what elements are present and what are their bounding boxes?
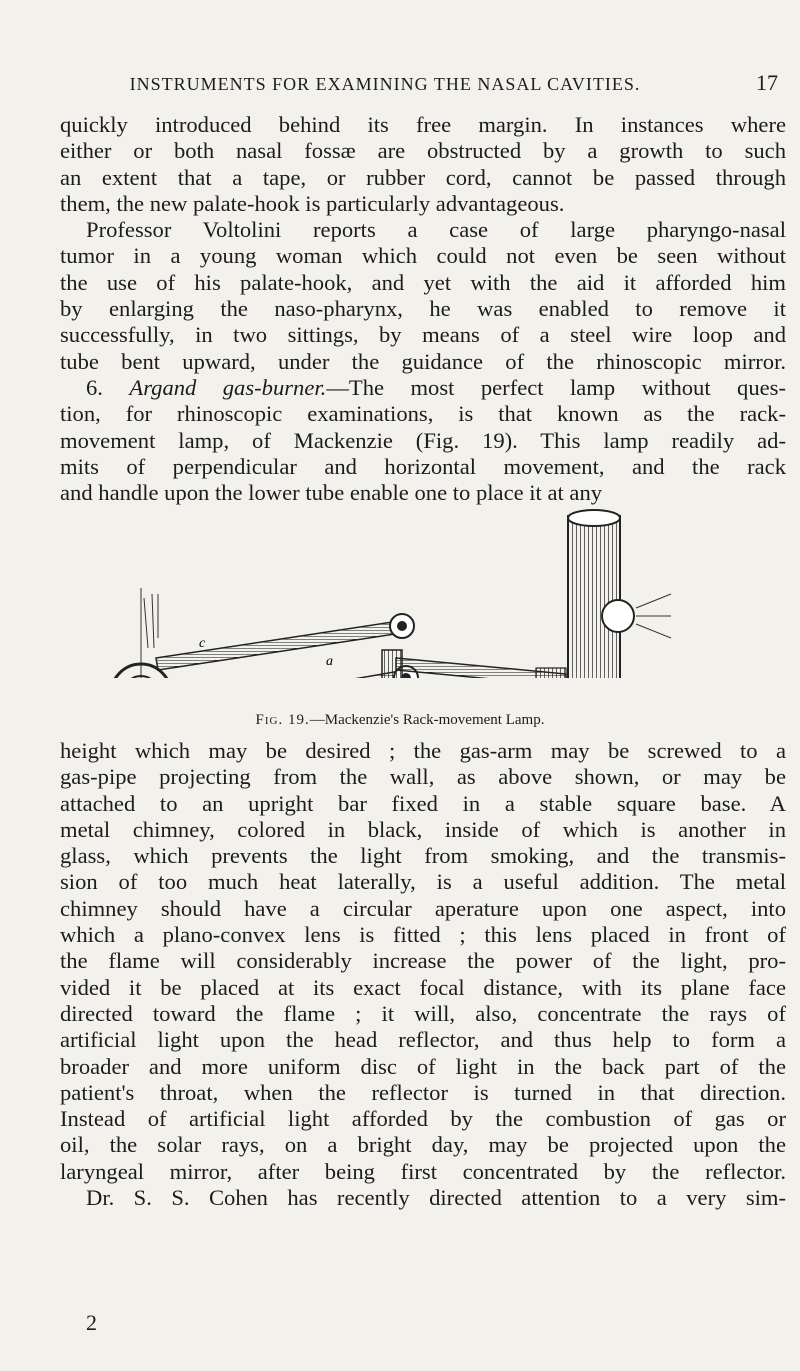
text-line: them, the new palate-hook is particularly advantageous. <box>60 190 565 216</box>
text-line: directed toward the flame ; it will, also, concentrate the rays of <box>60 1000 786 1026</box>
body-text-bottom <box>60 738 786 1211</box>
text-line: the use of his palate-hook, and yet with the aid it afforded him <box>60 269 786 295</box>
text-line: which a plano-convex lens is fitted ; this lens placed in front of <box>60 922 786 948</box>
text-line: sion of too much heat laterally, is a useful addition. The metal <box>60 869 786 895</box>
label-a: a <box>326 654 333 669</box>
chimney <box>568 510 671 678</box>
text-line: Professor Voltolini reports a case of large pharyngo-nasal <box>86 217 786 243</box>
lamp-illustration <box>96 498 696 678</box>
figure-number: Fig. 19. <box>255 712 310 728</box>
text-line: successfully, in two sittings, by means of a steel wire loop and <box>60 322 786 348</box>
text-line: by enlarging the naso-pharynx, he was enabled to remove it <box>60 296 786 322</box>
section-heading-line <box>60 375 786 401</box>
signature-mark: 2 <box>86 1310 97 1335</box>
text-line: attached to an upright bar fixed in a stable square base. A <box>60 790 786 816</box>
figure-title: —Mackenzie's Rack-movement Lamp. <box>309 712 545 728</box>
text-line: mits of perpendicular and horizontal movement, and the rack <box>60 453 786 479</box>
figure-caption <box>0 712 800 729</box>
text-line: an extent that a tape, or rubber cord, cannot be passed through <box>60 164 786 190</box>
text-line: gas-pipe projecting from the wall, as above shown, or may be <box>60 764 786 790</box>
page-number: 17 <box>756 70 778 95</box>
text-line: glass, which prevents the light from smoking, and the transmis- <box>60 843 786 869</box>
text-line: either or both nasal fossæ are obstructed by a growth to such <box>60 138 786 164</box>
text-line: vided it be placed at its exact focal distance, with its plane face <box>60 974 786 1000</box>
section-title: Argand gas-burner. <box>129 374 327 400</box>
label-c: c <box>199 636 206 651</box>
body-text-top <box>60 112 786 506</box>
text-line: Instead of artificial light afforded by the combustion of gas or <box>60 1106 786 1132</box>
text-line: movement lamp, of Mackenzie (Fig. 19). This lamp readily ad- <box>60 427 786 453</box>
text-line: tube bent upward, under the guidance of the rhinoscopic mirror. <box>60 348 786 374</box>
text-line: oil, the solar rays, on a bright day, may be projected upon the <box>60 1132 786 1158</box>
text-line: quickly introduced behind its free margin. In instances where <box>60 112 786 137</box>
gas-arm-lower <box>156 666 418 678</box>
text-line: tion, for rhinoscopic examinations, is that known as the rack- <box>60 401 786 427</box>
running-head: INSTRUMENTS FOR EXAMINING THE NASAL CAVITIES. <box>129 74 641 94</box>
text-line: metal chimney, colored in black, inside of which is another in <box>60 816 786 842</box>
section-number: 6. <box>86 374 103 400</box>
text-line: laryngeal mirror, after being first concentrated by the reflector. <box>60 1158 786 1184</box>
gas-arm-upper <box>156 614 414 670</box>
text-line: height which may be desired ; the gas-arm may be screwed to a <box>60 738 786 763</box>
section-first-text: —The most perfect lamp without ques- <box>326 374 786 400</box>
page-header <box>60 70 778 104</box>
text-line: tumor in a young woman which could not even be seen without <box>60 243 786 269</box>
text-line: patient's throat, when the reflector is turned in that direction. <box>60 1079 786 1105</box>
text-line: the flame will considerably increase the power of the light, pro- <box>60 948 786 974</box>
text-line: chimney should have a circular aperature upon one aspect, into <box>60 895 786 921</box>
text-line: Dr. S. S. Cohen has recently directed attention to a very sim- <box>86 1185 786 1211</box>
text-line: artificial light upon the head reflector, and thus help to form a <box>60 1027 786 1053</box>
text-line: and handle upon the lower tube enable one to place it at any <box>60 480 603 506</box>
text-line: broader and more uniform disc of light in the back part of the <box>60 1053 786 1079</box>
